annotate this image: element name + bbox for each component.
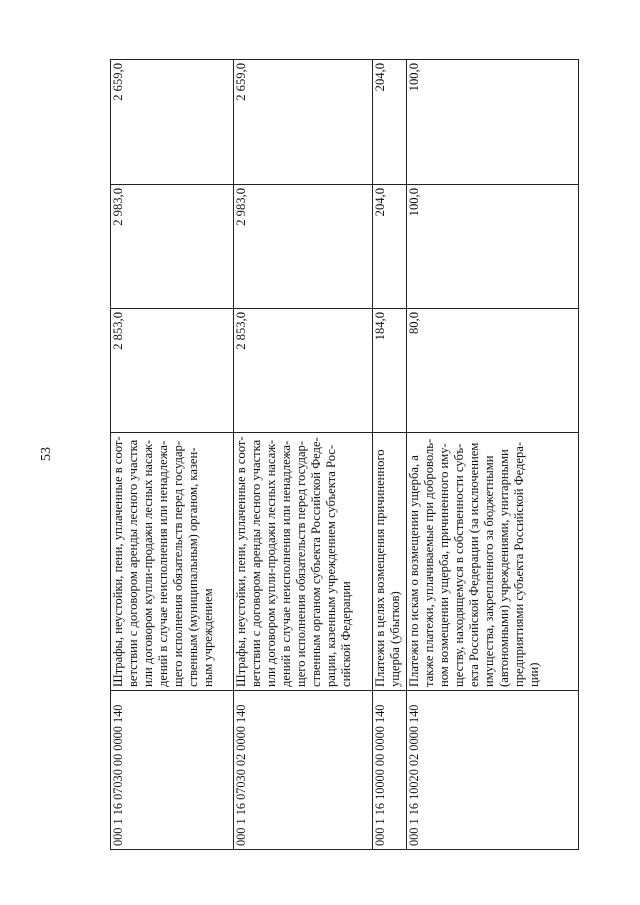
description-line: ственным (муниципальным) органом, казен- [186,447,200,687]
amount-cell: 204,0 [373,185,407,309]
budget-code: 000 1 16 10020 02 0000 140 [407,691,579,850]
description-line: ным учреждением [201,588,215,687]
table-row [373,60,407,850]
description-line: или договором купли-продажи лесных насаж- [264,439,278,687]
amount-cell: 2 983,0 [111,185,234,309]
row-description [111,433,234,691]
description-line: ветствии с договором аренды лесного участка [249,439,263,687]
row-description [234,433,373,691]
amount-cell: 204,0 [373,60,407,185]
amount-cell: 2 983,0 [234,185,373,309]
description-line: щего исполнения обязательств перед государ- [294,440,308,687]
description-line: или договором купли-продажи лесных насаж- [141,439,155,687]
description-line: рации, казенным учреждением субъекта Рос- [324,444,338,687]
description-line: предприятиями субъекта Российской Федера- [512,441,526,687]
page-number: 53 [39,447,54,461]
budget-code: 000 1 16 07030 00 0000 140 [111,691,234,850]
row-description [407,433,579,691]
table-row [111,60,234,850]
amount-cell: 2 659,0 [234,60,373,185]
description-line: дений в случае неисполнения или ненадлежа- [156,440,170,687]
table-row [234,60,373,850]
budget-code: 000 1 16 10000 00 0000 140 [373,691,407,850]
amount-cell: 80,0 [407,309,579,433]
description-line: Штрафы, неустойки, пени, уплаченные в соот- [234,436,248,687]
description-line: щего исполнения обязательств перед государ- [171,440,185,687]
description-line: ущерба (убытков) [388,591,402,687]
amount-cell: 100,0 [407,60,579,185]
description-line: ществу, находящемуся в собственности субъ- [452,443,466,687]
description-line: ции) [527,662,541,687]
description-line: Платежи по искам о возмещении ущерба, а [407,455,421,687]
description-line: Платежи в целях возмещения причиненного [373,449,387,687]
amount-cell: 2 853,0 [111,309,234,433]
budget-code: 000 1 16 07030 02 0000 140 [234,691,373,850]
revenue-table [110,59,579,850]
amount-cell: 2 659,0 [111,60,234,185]
description-line: (автономными) учреждениями, унитарными [497,449,511,687]
description-line: имущества, закрепленного за бюджетными [482,455,496,687]
description-line: сийской Федерации [339,581,353,687]
row-description [373,433,407,691]
amount-cell: 100,0 [407,185,579,309]
budget-table-rotated [110,60,578,850]
description-line: ном возмещении ущерба, причиненного иму- [437,443,451,687]
table-row [407,60,579,850]
description-line: ственным органом субъекта Российской Феде- [309,437,323,687]
description-line: дений в случае неисполнения или ненадлежа- [279,440,293,687]
description-line: ветствии с договором аренды лесного участка [126,439,140,687]
description-line: екта Российской Федерации (за исключением [467,442,481,687]
description-line: также платежи, уплачиваемые при доброволь- [422,438,436,687]
amount-cell: 2 853,0 [234,309,373,433]
amount-cell: 184,0 [373,309,407,433]
description-line: Штрафы, неустойки, пени, уплаченные в соот- [111,436,125,687]
